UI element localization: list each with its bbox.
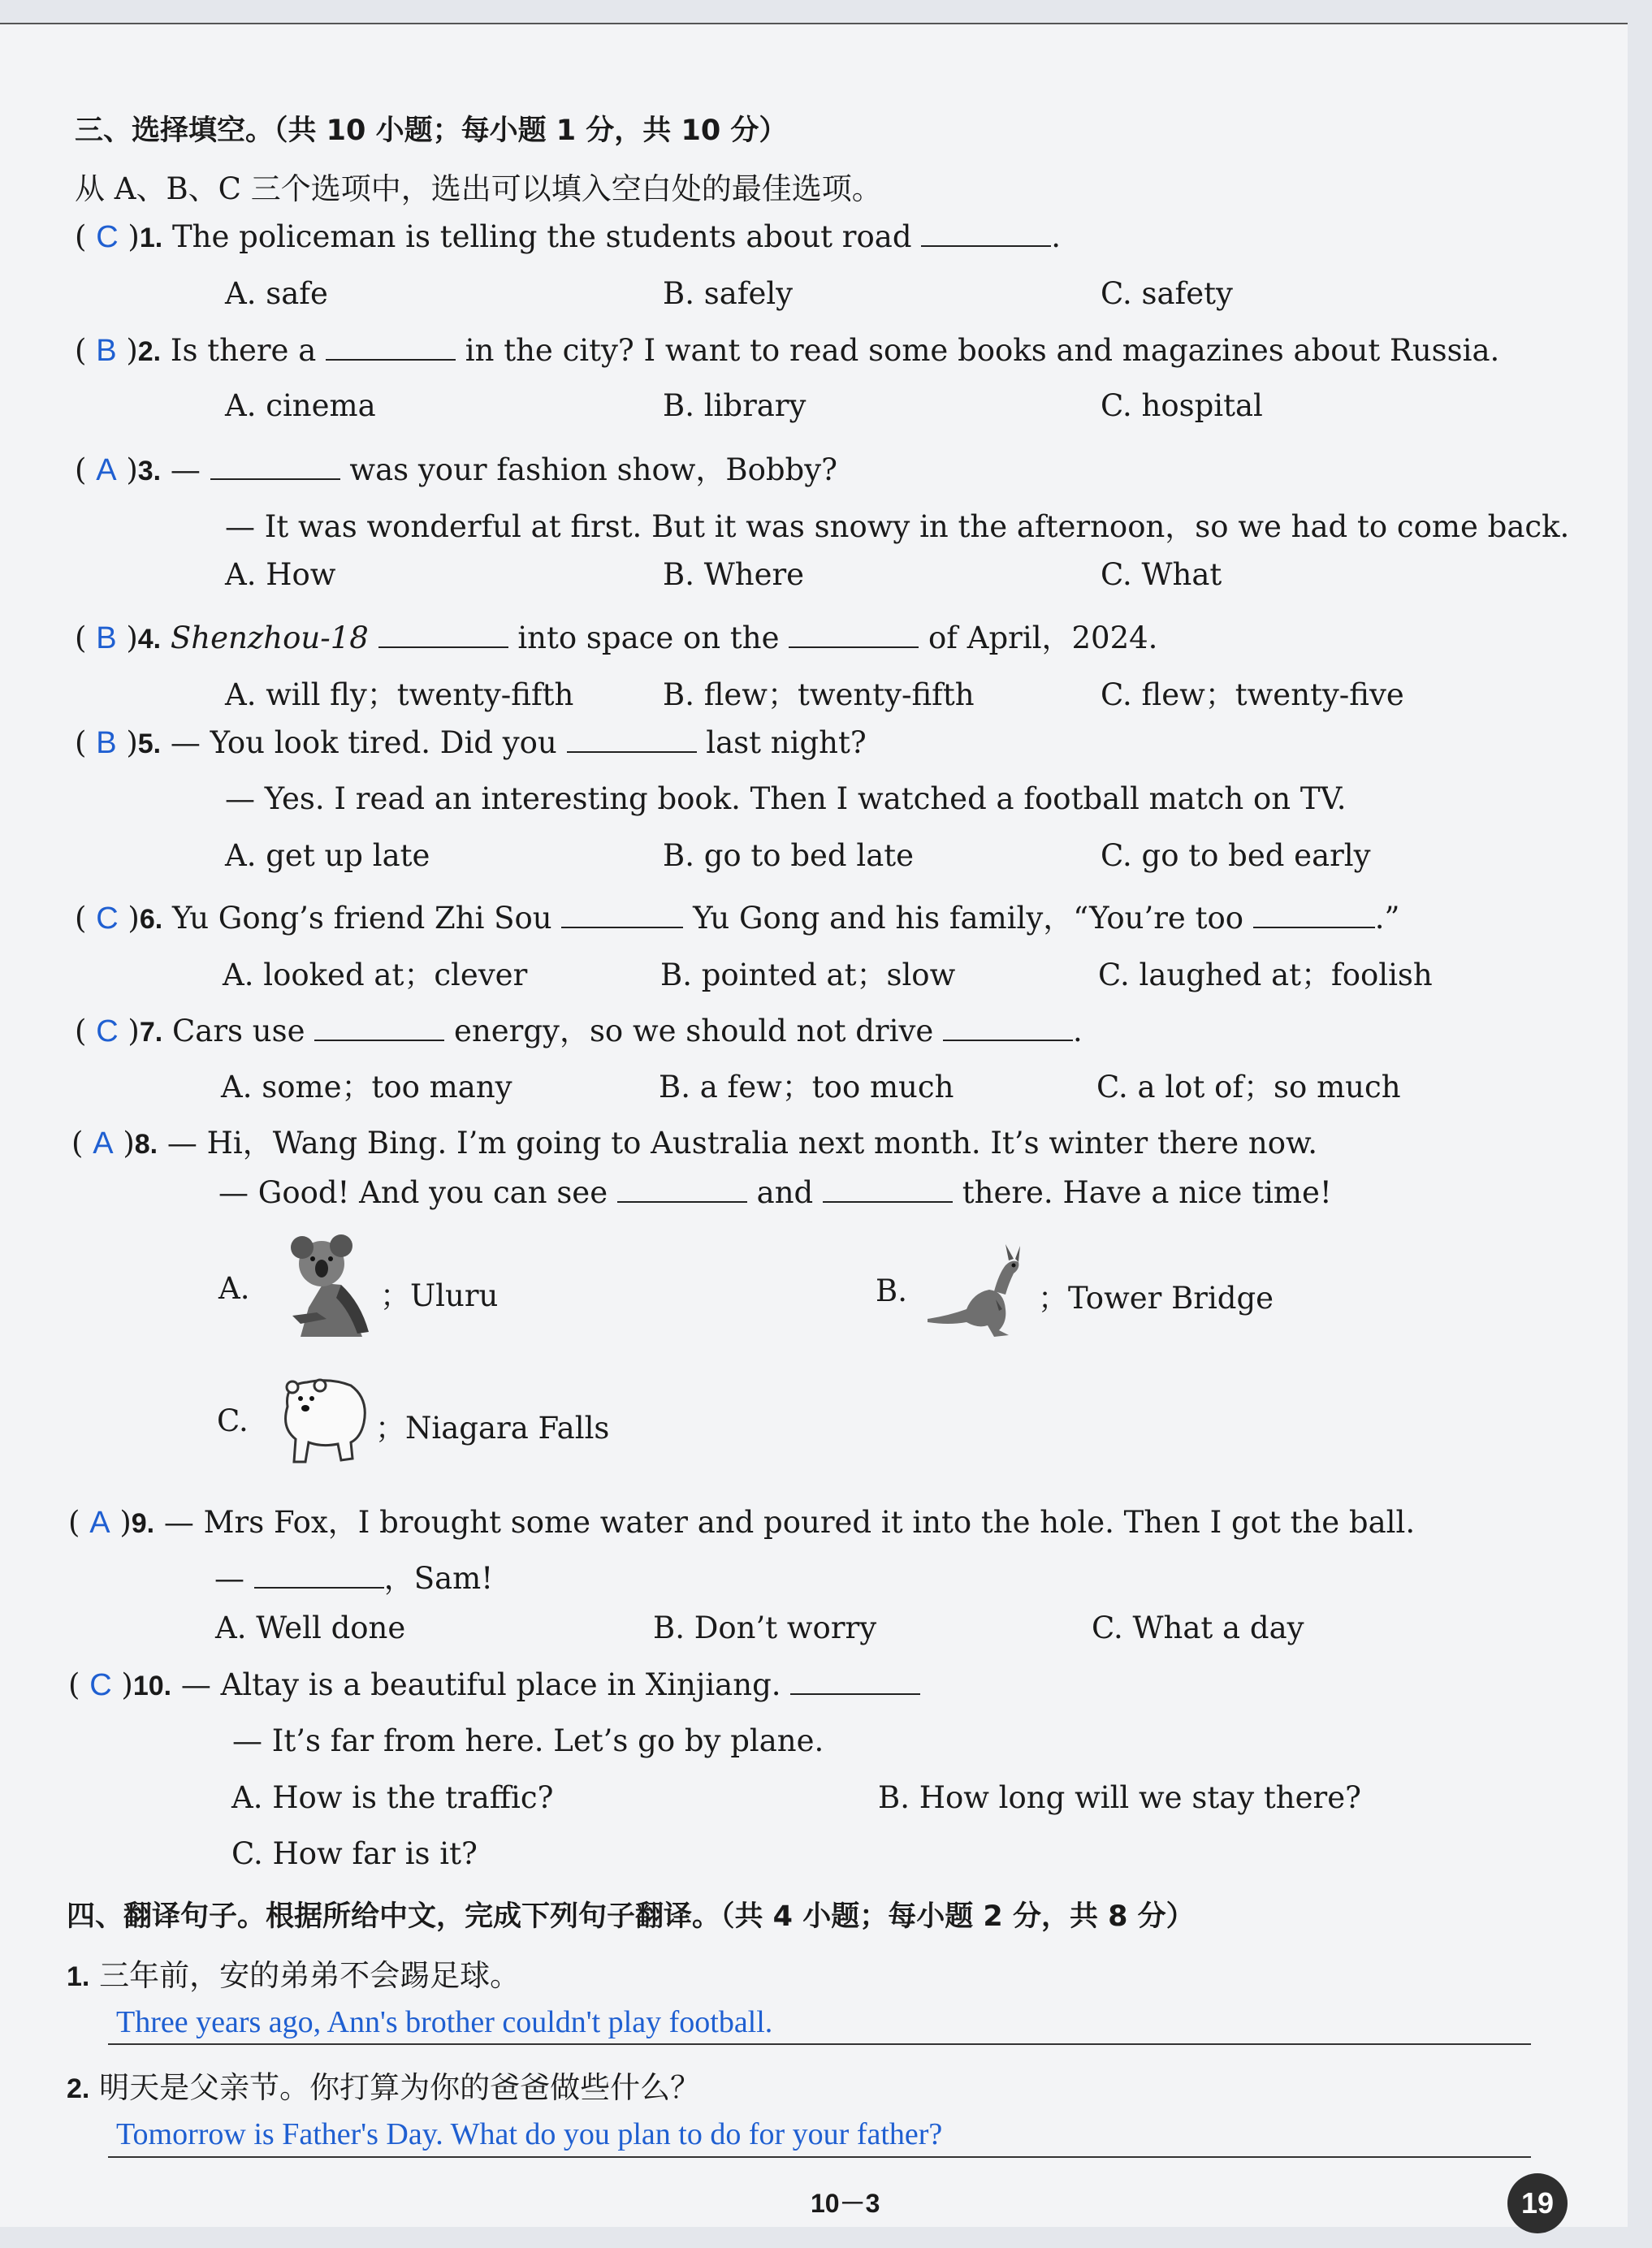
blank[interactable] <box>567 727 697 753</box>
blank[interactable] <box>790 1669 920 1695</box>
option-8b-text: ；Tower Bridge <box>1038 1281 1274 1316</box>
question-1: ( C )1. The policeman is telling the students about road . <box>75 219 1062 254</box>
option-10c: C. How far is it? <box>231 1836 478 1871</box>
option-4b: B. flew；twenty-fifth <box>663 677 975 712</box>
option-6b: B. pointed at；slow <box>660 958 956 992</box>
option-7c: C. a lot of；so much <box>1096 1070 1401 1105</box>
polar-bear-image <box>273 1374 370 1467</box>
answer-9: A <box>89 1506 110 1540</box>
option-10a: A. How is the traffic? <box>231 1780 554 1815</box>
blank[interactable] <box>823 1177 953 1203</box>
option-1c: C. safety <box>1101 276 1233 311</box>
option-8a-text: ；Uluru <box>380 1278 499 1313</box>
blank[interactable] <box>326 335 456 361</box>
question-6: ( C )6. Yu Gong’s friend Zhi Sou Yu Gong and his family，“You’re too .” <box>75 901 1400 936</box>
blank[interactable] <box>254 1563 384 1589</box>
blank[interactable] <box>921 221 1051 247</box>
option-10b: B. How long will we stay there? <box>878 1780 1361 1815</box>
option-1a: A. safe <box>225 276 328 311</box>
answer-3: A <box>96 453 117 487</box>
option-5a: A. get up late <box>225 838 430 873</box>
answer-2: B <box>96 334 117 368</box>
blank[interactable] <box>378 622 508 648</box>
option-4a: A. will fly；twenty-fifth <box>225 677 574 712</box>
question-10: ( C )10. — Altay is a beautiful place in Xinjiang. <box>68 1667 920 1703</box>
section-3-instruction: 从 A、B、C 三个选项中，选出可以填入空白处的最佳选项。 <box>75 171 882 206</box>
question-8: ( A )8. — Hi，Wang Bing. I’m going to Australia next month. It’s winter there now. <box>71 1126 1318 1161</box>
question-3-reply: — It was wonderful at first. But it was snowy in the afternoon，so we had to come back. <box>225 509 1570 544</box>
option-8b-letter: B. <box>876 1273 907 1308</box>
option-4c: C. flew；twenty-five <box>1101 677 1404 712</box>
kangaroo-image <box>924 1241 1028 1338</box>
option-9a: A. Well done <box>215 1610 406 1645</box>
blank[interactable] <box>617 1177 747 1203</box>
blank[interactable] <box>789 622 919 648</box>
blank[interactable] <box>314 1015 444 1041</box>
translation-1-prompt: 1. 三年前，安的弟弟不会踢足球。 <box>67 1958 521 1993</box>
answer-1: C <box>96 220 119 254</box>
option-9b: B. Don’t worry <box>653 1610 877 1645</box>
answer-8: A <box>93 1126 114 1161</box>
section-3-title: 三、选择填空。（共 10 小题；每小题 1 分，共 10 分） <box>75 115 788 147</box>
option-8c-text: ；Niagara Falls <box>375 1411 610 1446</box>
question-3: ( A )3. — was your fashion show，Bobby? <box>75 452 837 487</box>
blank[interactable] <box>1253 902 1375 928</box>
answer-4: B <box>96 621 117 655</box>
option-1b: B. safely <box>663 276 794 311</box>
section-4-title: 四、翻译句子。根据所给中文，完成下列句子翻译。（共 4 小题；每小题 2 分，共 8 分） <box>67 1900 1195 1933</box>
option-2c: C. hospital <box>1101 388 1263 423</box>
option-6c: C. laughed at；foolish <box>1098 958 1433 992</box>
option-2b: B. library <box>663 388 807 423</box>
answer-6: C <box>96 901 119 936</box>
blank[interactable] <box>943 1015 1073 1041</box>
option-3c: C. What <box>1101 557 1222 592</box>
option-2a: A. cinema <box>225 388 376 423</box>
translation-2-answer[interactable]: Tomorrow is Father's Day. What do you plan to do for your father? <box>116 2117 943 2151</box>
blank[interactable] <box>210 454 340 480</box>
option-8c-letter: C. <box>217 1403 249 1438</box>
option-3b: B. Where <box>663 557 805 592</box>
option-8a-letter: A. <box>218 1271 250 1306</box>
blank[interactable] <box>561 902 683 928</box>
option-7b: B. a few；too much <box>659 1070 954 1105</box>
option-9c: C. What a day <box>1092 1610 1304 1645</box>
koala-image <box>284 1234 378 1338</box>
answer-10: C <box>89 1668 112 1702</box>
question-4: ( B )4. Shenzhou-18 into space on the of April，2024. <box>75 620 1158 655</box>
option-5b: B. go to bed late <box>663 838 915 873</box>
footer-code: 10－3 <box>811 2189 880 2218</box>
translation-2-prompt: 2. 明天是父亲节。你打算为你的爸爸做些什么？ <box>67 2070 701 2105</box>
question-8-reply: — Good! And you can see and there. Have a nice time! <box>218 1175 1332 1210</box>
question-5-reply: — Yes. I read an interesting book. Then I watched a football match on TV. <box>225 781 1347 816</box>
question-2: ( B )2. Is there a in the city? I want to read some books and magazines about Russia. <box>75 333 1500 368</box>
answer-5: B <box>96 726 117 760</box>
answer-7: C <box>96 1014 119 1048</box>
option-6a: A. looked at；clever <box>223 958 528 992</box>
option-5c: C. go to bed early <box>1101 838 1371 873</box>
page-number: 19 <box>1507 2173 1568 2233</box>
option-7a: A. some；too many <box>221 1070 512 1105</box>
question-9: ( A )9. — Mrs Fox，I brought some water and poured it into the hole. Then I got the ball. <box>68 1505 1416 1540</box>
answer-line <box>108 2043 1531 2045</box>
question-9-reply: — ，Sam! <box>214 1561 494 1596</box>
question-7: ( C )7. Cars use energy，so we should not drive . <box>75 1014 1083 1048</box>
option-3a: A. How <box>225 557 336 592</box>
answer-line <box>108 2156 1531 2158</box>
question-10-reply: — It’s far from here. Let’s go by plane. <box>232 1723 824 1758</box>
question-5: ( B )5. — You look tired. Did you last night? <box>75 725 867 760</box>
translation-1-answer[interactable]: Three years ago, Ann's brother couldn't play football. <box>116 2005 773 2039</box>
